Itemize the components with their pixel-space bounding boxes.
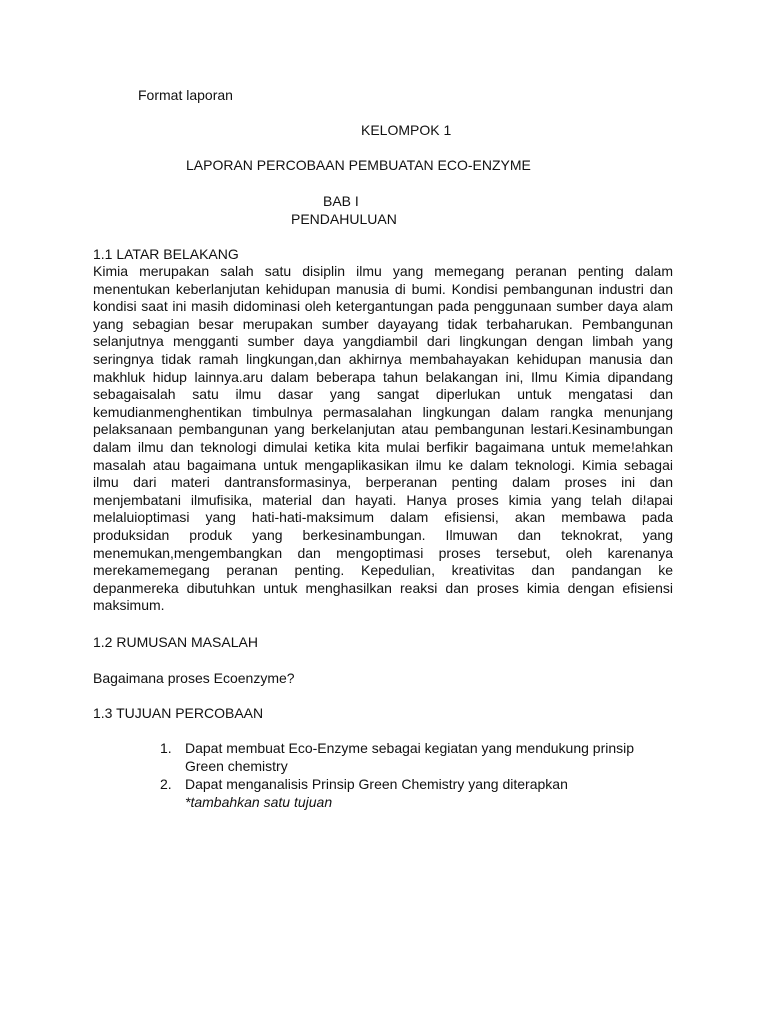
paragraph-line: pelaksanaan pembangunan yang berkelanjutan atau pembangunan lestari.Kesinambungan	[93, 421, 673, 438]
chapter-number: BAB I	[323, 193, 359, 209]
paragraph-line: sebagaisalah satu ilmu dasar yang sangat diperlukan untuk mengatasi dan	[93, 386, 673, 403]
goal-text	[185, 740, 634, 775]
section-heading-1-3: 1.3 TUJUAN PERCOBAAN	[93, 705, 264, 721]
group-label: KELOMPOK 1	[361, 122, 452, 138]
goal-list-item	[160, 776, 660, 812]
paragraph-line: makhluk hidup lainnya.aru dalam beberapa tahun belakangan ini, Ilmu Kimia dipandang	[93, 368, 673, 385]
paragraph-line: produksidan produk yang berkesinambungan. Ilmuwan dan teknokrat, yang	[93, 526, 673, 543]
report-title: LAPORAN PERCOBAAN PEMBUATAN ECO-ENZYME	[186, 157, 531, 173]
paragraph-line: yang sebagian besar merupakan sumber dayayang tidak terbaharukan. Pembangunan	[93, 315, 673, 332]
paragraph-line: kondisi saat ini masih didominasi oleh ketergantungan pada penggunaan sumber daya alam	[93, 298, 673, 315]
paragraph-line: ilmu dari materi dantransformasinya, berperanan penting dalam proses ini dan	[93, 474, 673, 491]
paragraph-line: menemukan,mengembangkan dan mengoptimasi proses tersebut, oleh karenanya	[93, 544, 673, 561]
paragraph-line: merekamemegang peranan penting. Kepedulian, kreativitas dan pandangan ke	[93, 562, 673, 579]
problem-question: Bagaimana proses Ecoenzyme?	[93, 670, 295, 686]
goal-list-item	[160, 740, 660, 776]
goal-text	[185, 776, 568, 811]
goal-number: 2.	[160, 776, 172, 792]
paragraph-line: depanmereka dibutuhkan untuk menghasilkan reaksi dan proses kimia dengan efisiensi	[93, 579, 673, 596]
paragraph-line: dalam ilmu dan teknologi dimulai ketika kita mulai berfikir bagaimana untuk meme!ahkan	[93, 438, 673, 455]
goal-line: Green chemistry	[185, 757, 288, 774]
paragraph-line: maksimum.	[93, 597, 165, 614]
format-label: Format laporan	[138, 87, 233, 103]
paragraph-line: melaluioptimasi yang hati-hati-maksimum dalam efisiensi, akan membawa pada	[93, 509, 673, 526]
paragraph-line: Kimia merupakan salah satu disiplin ilmu yang memegang peranan penting dalam	[93, 263, 673, 279]
paragraph-line: menentukan keberlanjutan kehidupan manusia di bumi. Kondisi pembangunan industri dan	[93, 280, 673, 297]
paragraph-line: kemudianmenghentikan timbulnya permasalahan lingkungan dalam rangka menunjang	[93, 403, 673, 420]
paragraph-line: selanjutnya mengganti sumber daya yangdiambil dari lingkungan dengan limbah yang	[93, 333, 673, 350]
goal-line: Dapat membuat Eco-Enzyme sebagai kegiatan yang mendukung prinsip	[185, 740, 635, 756]
goal-line: Dapat menganalisis Prinsip Green Chemistry yang diterapkan	[185, 776, 568, 792]
goal-note: *tambahkan satu tujuan	[185, 793, 333, 810]
section-heading-1-2: 1.2 RUMUSAN MASALAH	[93, 634, 258, 650]
background-paragraph	[93, 263, 673, 615]
paragraph-line: seringnya tidak ramah lingkungan,dan akhirnya membahayakan kehidupan manusia dan	[93, 350, 673, 367]
chapter-title: PENDAHULUAN	[291, 211, 397, 227]
paragraph-line: menjembatani ilmufisika, material dan hayati. Hanya proses kimia yang telah di!apai	[93, 491, 673, 508]
goal-number: 1.	[160, 740, 172, 756]
section-heading-1-1: 1.1 LATAR BELAKANG	[93, 246, 239, 262]
paragraph-line: masalah atau bagaimana untuk mengaplikasikan ilmu ke dalam teknologi. Kimia sebagai	[93, 456, 673, 473]
